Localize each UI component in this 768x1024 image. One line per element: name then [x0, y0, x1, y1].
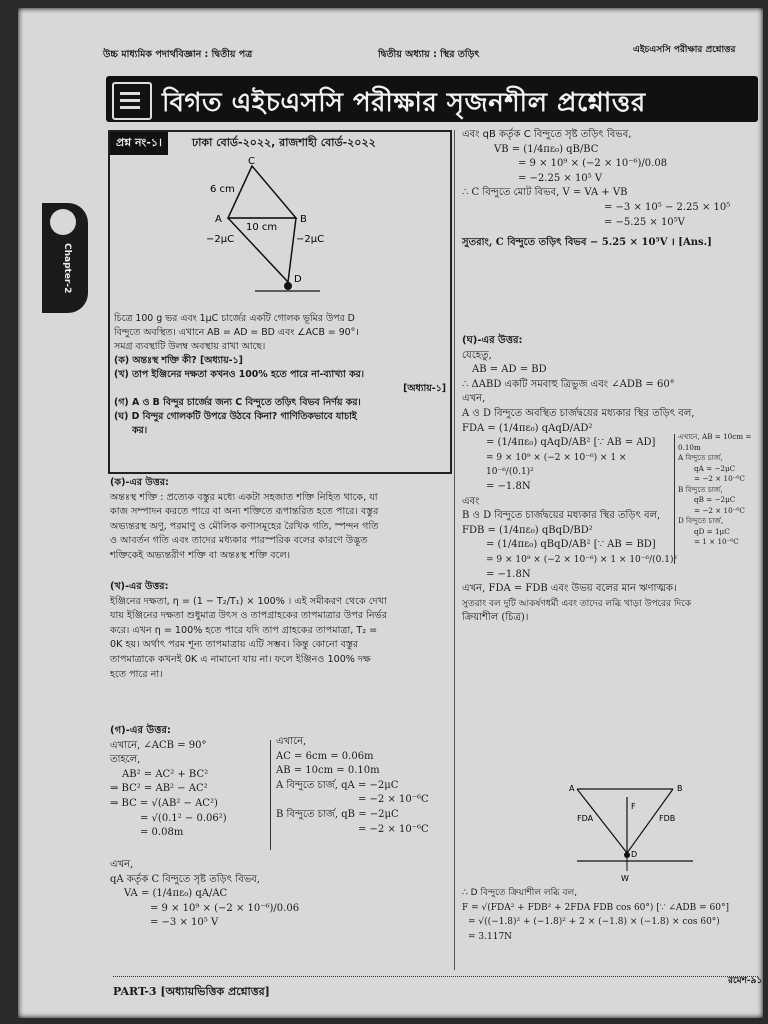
- diagram-label-qb: −2μC: [296, 234, 325, 245]
- force-label-fdb: FDB: [659, 814, 676, 823]
- calc-line: = −3 × 10⁵ − 2.25 × 10⁵: [604, 201, 731, 213]
- question-part: [অধ্যায়-১]: [403, 383, 446, 394]
- given-line: qA = −2μC: [694, 463, 736, 473]
- question-diagram: [110, 154, 450, 324]
- given-line: AB = 10cm = 0.10m: [276, 765, 380, 777]
- force-label-b: B: [677, 784, 683, 793]
- calc-line: = −3 × 10⁵ V: [150, 917, 219, 929]
- answer-heading: (গ)-এর উত্তর:: [110, 725, 171, 736]
- question-number: প্রশ্ন নং-১।: [110, 132, 168, 155]
- calc-line: = 9 × 10⁹ × (−2 × 10⁻⁶)/0.08: [518, 158, 668, 170]
- result-line: সুতরাং, C বিন্দুতে তড়িৎ বিভব − 5.25 × 10⁵V । [Ans.]: [462, 237, 712, 249]
- force-label-fda: FDA: [577, 814, 594, 823]
- answer-heading: (ক)-এর উত্তর:: [110, 477, 169, 488]
- calc-line: A ও D বিন্দুতে অবস্থিত চার্জদ্বয়ের মধ্যকার স্থির তড়িৎ বল,: [462, 407, 695, 419]
- answer-kha: [110, 576, 450, 682]
- calc-line: = 3.117N: [468, 931, 513, 942]
- answer-ga-given: [276, 735, 451, 837]
- answer-line: অভ্যন্তরস্থ অণু, পরমাণু ও মৌলিক কণাসমূহের রৈখিক গতি, স্পন্দন গতি: [110, 520, 379, 532]
- calc-line: = 9 × 10⁹ × (−2 × 10⁻⁶)/0.06: [150, 902, 300, 914]
- given-divider: [674, 434, 675, 564]
- diagram-label-qa: −2μC: [206, 234, 235, 245]
- given-line: = −2 × 10⁻⁶C: [694, 474, 745, 483]
- answer-line: ও আবর্তন গতি এবং তাদের মধ্যকার পারস্পরিক বলের কারণে উদ্ভূত: [110, 535, 368, 547]
- footer-part: PART-3 [অধ্যায়ভিত্তিক প্রশ্নোত্তর]: [113, 985, 270, 998]
- calc-line: ⇒ BC² = AB² − AC²: [110, 783, 208, 795]
- calc-line: AB² = AC² + BC²: [122, 768, 209, 780]
- calc-line: এখন, FDA = FDB এবং উভয় বলের মান ঋণাত্মক।: [462, 583, 677, 595]
- question-part: (গ) A ও B বিন্দুর চার্জের জন্য C বিন্দুতে তড়িৎ বিভব নির্ণয় কর।: [114, 397, 361, 408]
- footer-rule: [113, 976, 758, 977]
- header-left: উচ্চ মাধ্যমিক পদার্থবিজ্ঞান : দ্বিতীয় পত্র: [103, 49, 253, 60]
- calc-line: যেহেতু,: [462, 349, 492, 361]
- answer-line: হতে পারে না।: [110, 668, 163, 680]
- calc-line: = −2.25 × 10⁵ V: [518, 172, 603, 184]
- diagram-label-a: A: [215, 214, 222, 225]
- force-label-a: A: [569, 784, 575, 793]
- calc-line: = √(0.1² − 0.06²): [140, 812, 227, 824]
- calc-line: = 9 × 10⁹ × (−2 × 10⁻⁶) × 1 × 10⁻⁶/(0.1)²: [486, 452, 627, 478]
- force-label-f: F: [631, 802, 636, 811]
- answer-line: তাপমাত্রাকে কখনই 0K এ নামানো যায় না। ফলে ইঞ্জিনও 100% দক্ষ: [110, 653, 371, 665]
- header-center: দ্বিতীয় অধ্যায় : স্থির তড়িৎ: [378, 49, 480, 60]
- chapter-circle-icon: [50, 209, 76, 235]
- calc-line: AB = AD = BD: [472, 364, 547, 376]
- calc-line: এখানে, ∠ACB = 90°: [110, 739, 207, 751]
- textbook-page: [18, 8, 763, 1018]
- question-text: [114, 312, 446, 438]
- calc-line: = −1.8N: [486, 480, 531, 492]
- answer-ga-left: [110, 720, 270, 841]
- answer-line: কাজ সম্পাদন করতে পারে বা অন্য শক্তিতে রূপান্তরিত হতে পারে। বস্তুর: [110, 506, 379, 518]
- stem-line: বিন্দুতে অবস্থিত। এখানে AB = AD = BD এবং ∠ACB = 90°।: [114, 327, 359, 338]
- calc-line: = 9 × 10⁹ × (−2 × 10⁻⁶) × 1 × 10⁻⁶/(0.1)²: [486, 554, 678, 565]
- diagram-label-ac: 6 cm: [210, 184, 235, 195]
- given-line: A বিন্দুতে চার্জ, qA = −2μC: [276, 779, 399, 791]
- calc-line: সুতরাং বল দুটি আকর্ষণধর্মী এবং তাদের লব্ধি খাড়া উপরের দিকে: [462, 598, 692, 609]
- calc-line: B ও D বিন্দুতে চার্জদ্বয়ের মধ্যকার স্থির তড়িৎ বল,: [462, 510, 661, 522]
- diagram-label-b: B: [300, 214, 307, 225]
- chapter-tab: [42, 203, 88, 313]
- header-right: এইচএসসি পরীক্ষার প্রশ্নোত্তর: [633, 45, 736, 55]
- stem-line: চিত্রে 100 g ভর এবং 1μC চার্জের একটি গোলক ভূমির উপর D: [114, 313, 355, 324]
- calc-line: এখন,: [462, 393, 486, 405]
- given-line: = −2 × 10⁻⁶C: [358, 823, 429, 835]
- given-line: qD = 1μC: [694, 526, 730, 536]
- calc-line: FDB = (1/4πε₀) qBqD/BD²: [462, 524, 593, 536]
- question-header: [110, 132, 450, 152]
- calc-line: VB = (1/4πε₀) qB/BC: [494, 143, 599, 155]
- force-label-w: W: [621, 874, 629, 883]
- calc-line: এবং qB কর্তৃক C বিন্দুতে সৃষ্ট তড়িৎ বিভব,: [462, 129, 632, 140]
- question-boards: ঢাকা বোর্ড-২০২২, রাজশাহী বোর্ড-২০২২: [192, 136, 376, 149]
- force-diagram: [563, 783, 763, 883]
- notepad-icon: [112, 82, 152, 120]
- given-line: AC = 6cm = 0.06m: [276, 750, 374, 762]
- answer-ka: [110, 472, 450, 564]
- question-part: কর।: [132, 425, 148, 436]
- calc-line: = √((−1.8)² + (−1.8)² + 2 × (−1.8) × (−1.8) × cos 60°): [468, 917, 720, 928]
- question-part: (ঘ) D বিন্দুর গোলকটি উপরে উঠবে কিনা? গাণিতিকভাবে যাচাই: [114, 411, 357, 422]
- given-line: = −2 × 10⁻⁶C: [358, 794, 429, 806]
- given-line: B বিন্দুতে চার্জ,: [678, 484, 723, 494]
- calc-line: = −5.25 × 10⁵V: [604, 216, 685, 228]
- given-line: = −2 × 10⁻⁶C: [694, 505, 745, 515]
- question-box: [108, 130, 452, 474]
- given-line: এখানে, AB = 10cm = 0.10m: [678, 432, 752, 452]
- answer-line: ইঞ্জিনের দক্ষতা, η = (1 − T₂/T₁) × 100% । এই সমীকরণ থেকে দেখা: [110, 595, 387, 607]
- answer-line: 0K হয়। অর্থাৎ পরম শূন্য তাপমাত্রায় এটি সম্ভব। কিন্তু কোনো বস্তুর: [110, 639, 359, 651]
- question-part: (ক) অন্তঃস্থ শক্তি কী? [অধ্যায়-১]: [114, 355, 243, 366]
- calc-line: তাহলে,: [110, 754, 141, 766]
- calc-line: F = √(FDA² + FDB² + 2FDA FDB cos 60°) [∵ ∠ADB = 60°]: [462, 902, 729, 913]
- answer-ga-continued: [462, 128, 762, 251]
- column-divider: [454, 130, 455, 970]
- given-line: D বিন্দুতে চার্জ,: [678, 516, 724, 525]
- calc-line: ∴ D বিন্দুতে ক্রিয়াশীল লব্ধি বল,: [462, 888, 578, 898]
- section-banner: [106, 76, 758, 122]
- calc-line: = 0.08m: [140, 827, 184, 839]
- answer-gha: [462, 330, 695, 626]
- calc-line: VA = (1/4πε₀) qA/AC: [124, 888, 228, 900]
- calc-line: = (1/4πε₀) qAqD/AB² [∵ AB = AD]: [486, 437, 656, 449]
- answer-heading: (খ)-এর উত্তর:: [110, 581, 169, 592]
- calc-line: ক্রিয়াশীল (চিত্র)।: [462, 612, 529, 624]
- diagram-label-ab: 10 cm: [246, 222, 278, 233]
- calc-line: qA কর্তৃক C বিন্দুতে সৃষ্ট তড়িৎ বিভব,: [110, 873, 260, 885]
- calc-line: ∴ ΔABD একটি সমবাহু ত্রিভুজ এবং ∠ADB = 60°: [462, 378, 675, 390]
- answer-ga-more: [110, 858, 450, 931]
- question-part: (খ) তাপ ইঞ্জিনের দক্ষতা কখনও 100% হতে পারে না-ব্যাখ্যা কর।: [114, 369, 365, 380]
- answer-gha-given: [678, 432, 762, 548]
- given-line: A বিন্দুতে চার্জ,: [678, 453, 723, 462]
- stem-line: সমগ্র ব্যবস্থাটি উলম্ব অবস্থায় রাখা আছে।: [114, 341, 266, 352]
- calc-line: ⇒ BC = √(AB² − AC²): [110, 797, 218, 809]
- answer-line: করে। এখন η = 100% হতে পারে যদি তাপ গ্রাহকের তাপমাত্রা, T₂ =: [110, 624, 378, 636]
- given-line: B বিন্দুতে চার্জ, qB = −2μC: [276, 808, 399, 820]
- calc-line: ∴ C বিন্দুতে মোট বিভব, V = VA + VB: [462, 187, 628, 199]
- diagram-label-c: C: [248, 156, 255, 167]
- divider: [270, 740, 271, 850]
- answer-line: যায় ইঞ্জিনের দক্ষতা শুধুমাত্র উৎস ও তাপগ্রাহকের তাপমাত্রার উপর নির্ভর: [110, 610, 387, 622]
- given-line: = 1 × 10⁻⁶C: [694, 537, 739, 546]
- diagram-label-d: D: [294, 274, 302, 285]
- calc-line: FDA = (1/4πε₀) qAqD/AD²: [462, 422, 593, 434]
- force-label-d: D: [631, 850, 638, 859]
- answer-line: শক্তিকেই অভ্যন্তরীণ শক্তি বা অন্তঃস্থ শক্তি বলে।: [110, 549, 291, 561]
- chapter-tab-label: Chapter-2: [62, 243, 72, 294]
- calc-line: এখন,: [110, 859, 134, 870]
- given-line: qB = −2μC: [694, 495, 736, 504]
- answer-heading: (ঘ)-এর উত্তর:: [462, 335, 523, 346]
- given-line: এখানে,: [276, 736, 307, 747]
- calc-line: = −1.8N: [486, 568, 531, 580]
- page-number: রমেশ-৯১: [728, 976, 763, 986]
- answer-line: অন্তঃস্থ শক্তি : প্রত্যেক বস্তুর মধ্যে একটা সহজাত শক্তি নিহিত থাকে, যা: [110, 491, 378, 503]
- calc-line: এবং: [462, 495, 480, 507]
- answer-gha-final: [462, 886, 762, 944]
- calc-line: = (1/4πε₀) qBqD/AB² [∵ AB = BD]: [486, 539, 656, 551]
- banner-title: বিগত এইচএসসি পরীক্ষার সৃজনশীল প্রশ্নোত্তর: [162, 88, 646, 118]
